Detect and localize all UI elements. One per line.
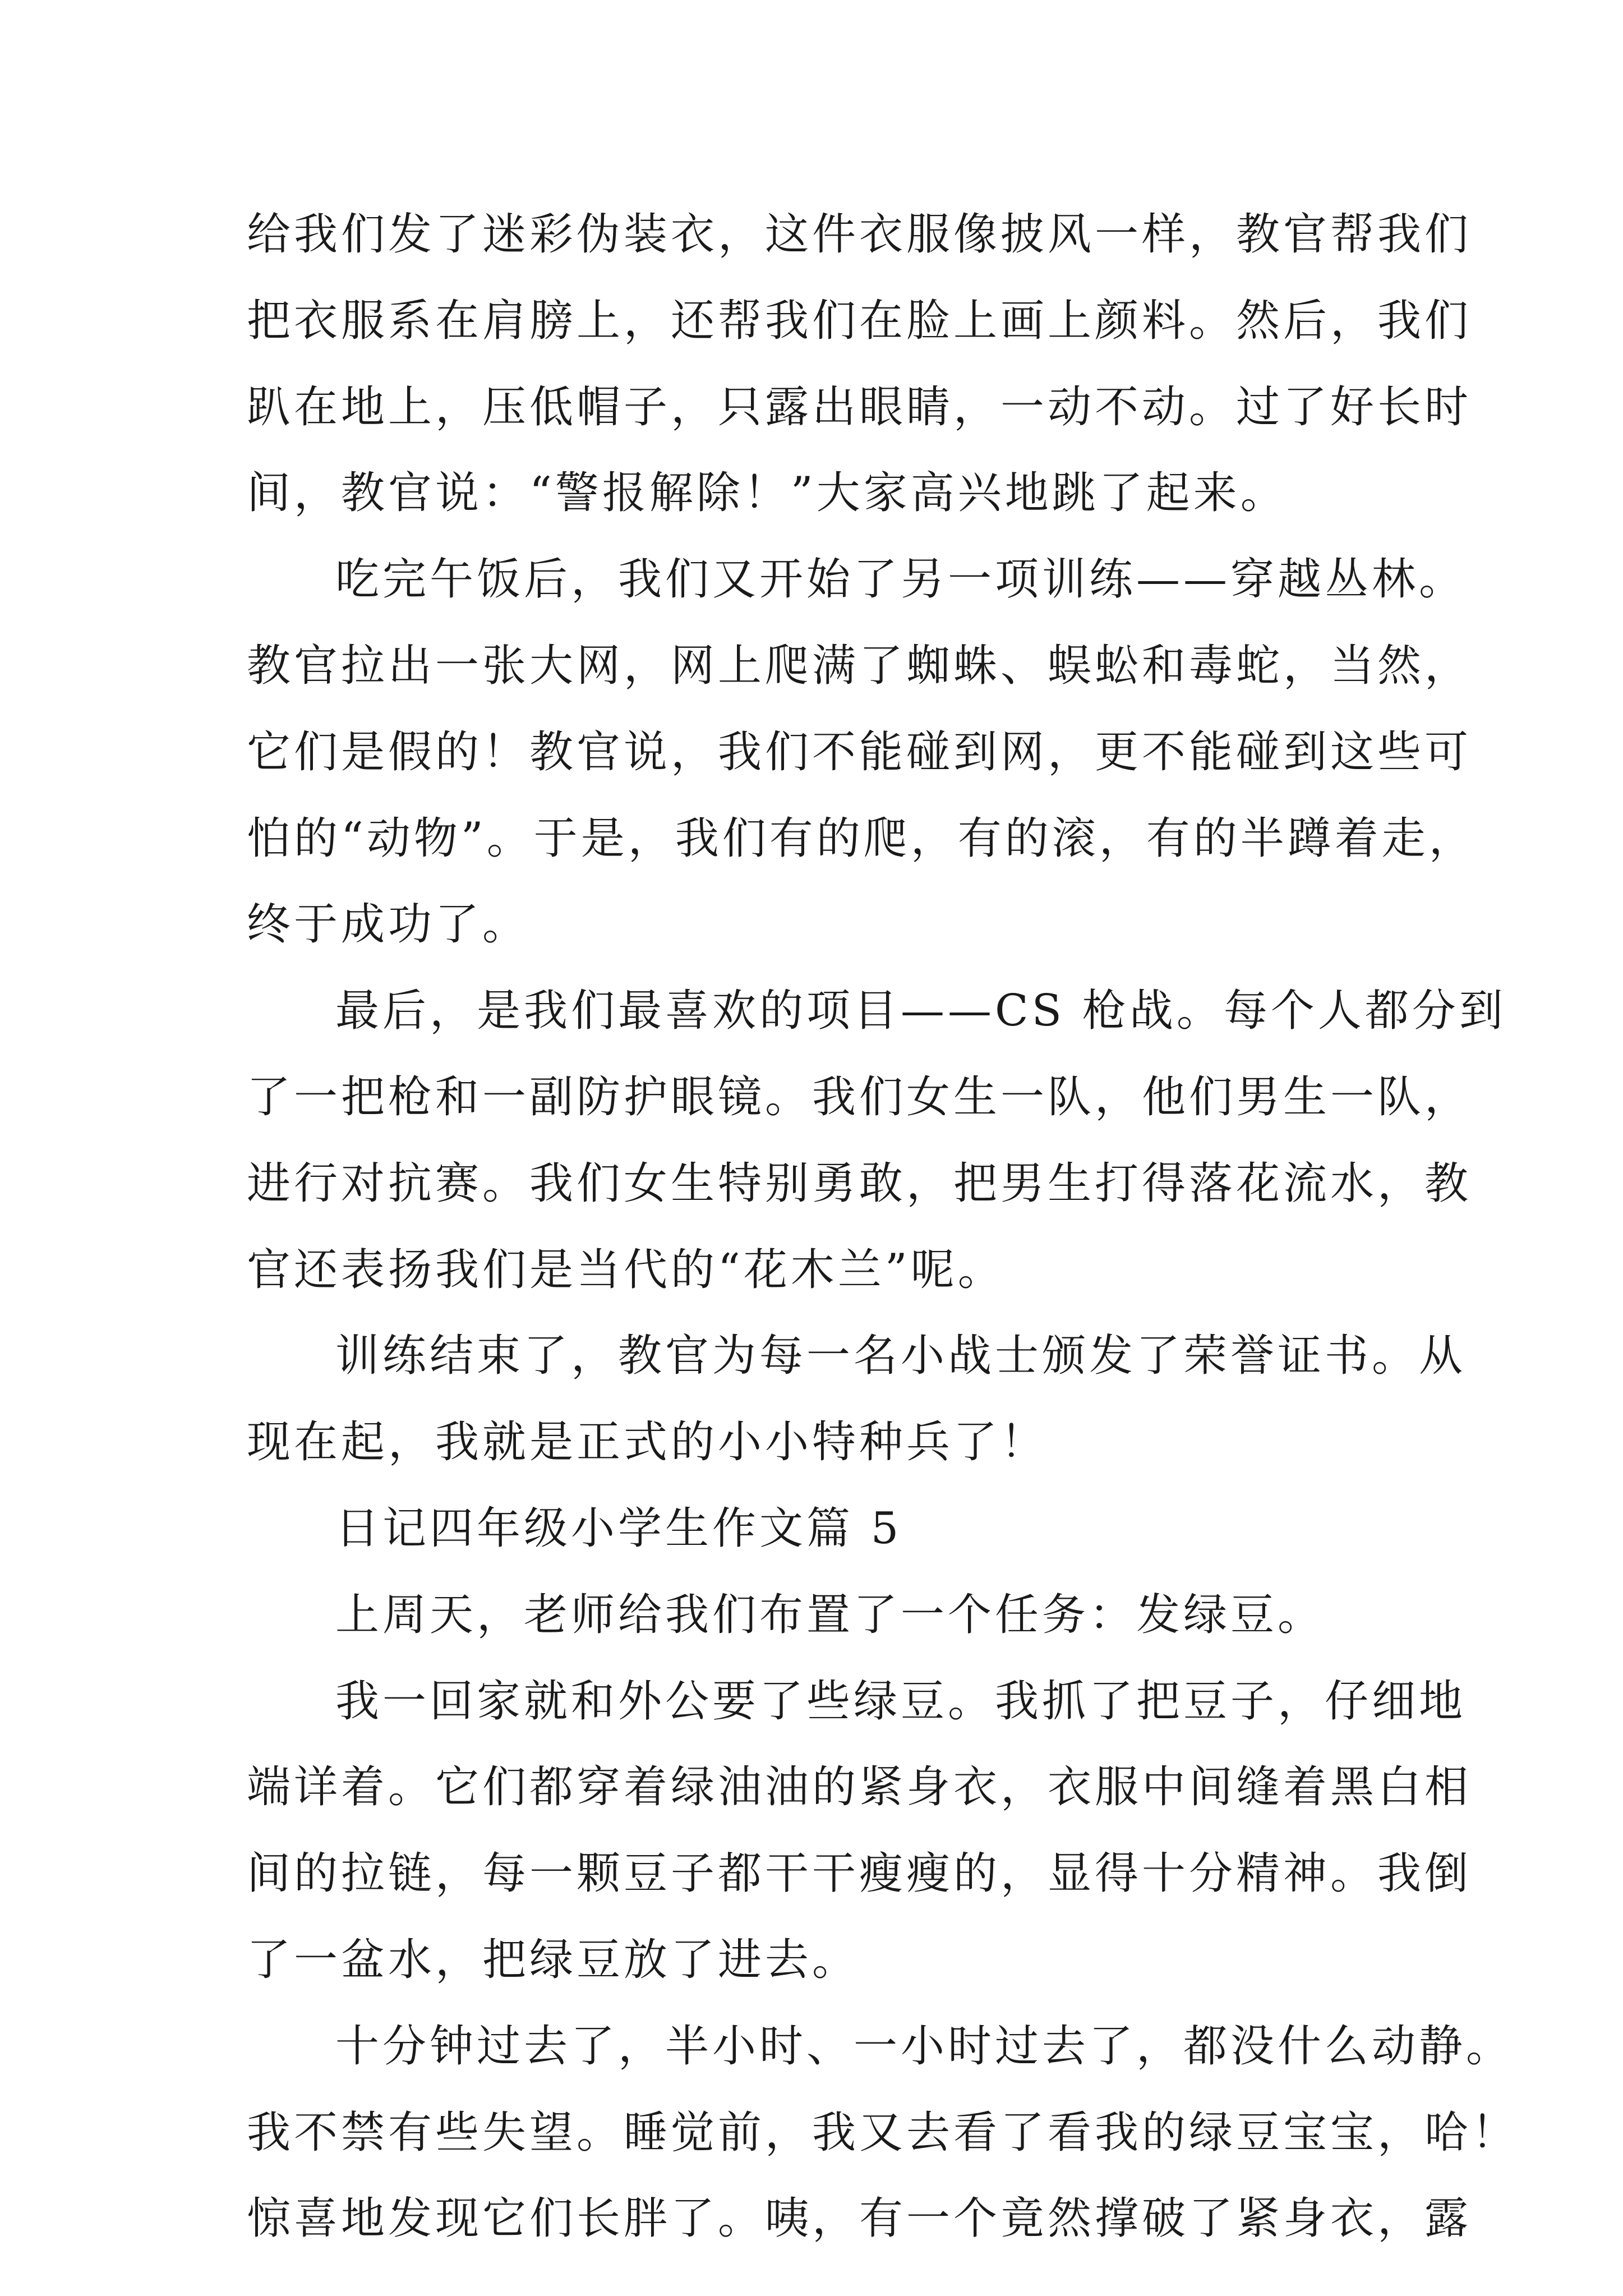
paragraph-start-line: 最后，是我们最喜欢的项目——CS 枪战。每个人都分到 [335,986,1506,1036]
text-line: 了一盆水，把绿豆放了进去。 [247,1935,860,1985]
paragraph-start-line: 我一回家就和外公要了些绿豆。我抓了把豆子，仔细地 [335,1676,1467,1727]
text-line: 给我们发了迷彩伪装衣，这件衣服像披风一样，教官帮我们 [247,209,1472,260]
paragraph-start-line: 上周天，老师给我们布置了一个任务：发绿豆。 [335,1590,1325,1640]
text-line: 它们是假的！教官说，我们不能碰到网，更不能碰到这些可 [247,727,1472,777]
text-line: 怕的“动物”。于是，我们有的爬，有的滚，有的半蹲着走， [247,813,1476,864]
text-line: 终于成功了。 [247,899,530,950]
text-line: 现在起，我就是正式的小小特种兵了！ [247,1417,1048,1467]
text-line: 进行对抗赛。我们女生特别勇敢，把男生打得落花流水，教 [247,1158,1472,1209]
paragraph-start-line: 吃完午饭后，我们又开始了另一项训练——穿越丛林。 [335,554,1467,605]
text-line: 趴在地上，压低帽子，只露出眼睛，一动不动。过了好长时 [247,382,1472,432]
paragraph-start-line: 训练结束了，教官为每一名小战士颁发了荣誉证书。从 [335,1331,1467,1381]
text-line: 了一把枪和一副防护眼镜。我们女生一队，他们男生一队， [247,1072,1472,1122]
text-line: 间，教官说：“警报解除！”大家高兴地跳了起来。 [247,468,1288,518]
text-line: 把衣服系在肩膀上，还帮我们在脸上画上颜料。然后，我们 [247,296,1472,346]
text-line: 官还表扬我们是当代的“花木兰”呢。 [247,1245,1005,1295]
text-line: 端详着。它们都穿着绿油油的紧身衣，衣服中间缝着黑白相 [247,1762,1472,1812]
text-line: 间的拉链，每一颗豆子都干干瘦瘦的，显得十分精神。我倒 [247,1848,1472,1899]
paragraph-start-line: 十分钟过去了，半小时、一小时过去了，都没什么动静。 [335,2021,1514,2072]
text-line: 教官拉出一张大网，网上爬满了蜘蛛、蜈蚣和毒蛇，当然， [247,641,1472,691]
section-heading: 日记四年级小学生作文篇 5 [335,1503,902,1554]
text-line: 惊喜地发现它们长胖了。咦，有一个竟然撑破了紧身衣，露 [247,2193,1472,2244]
text-line: 我不禁有些失望。睡觉前，我又去看了看我的绿豆宝宝，哈！ [247,2108,1519,2158]
